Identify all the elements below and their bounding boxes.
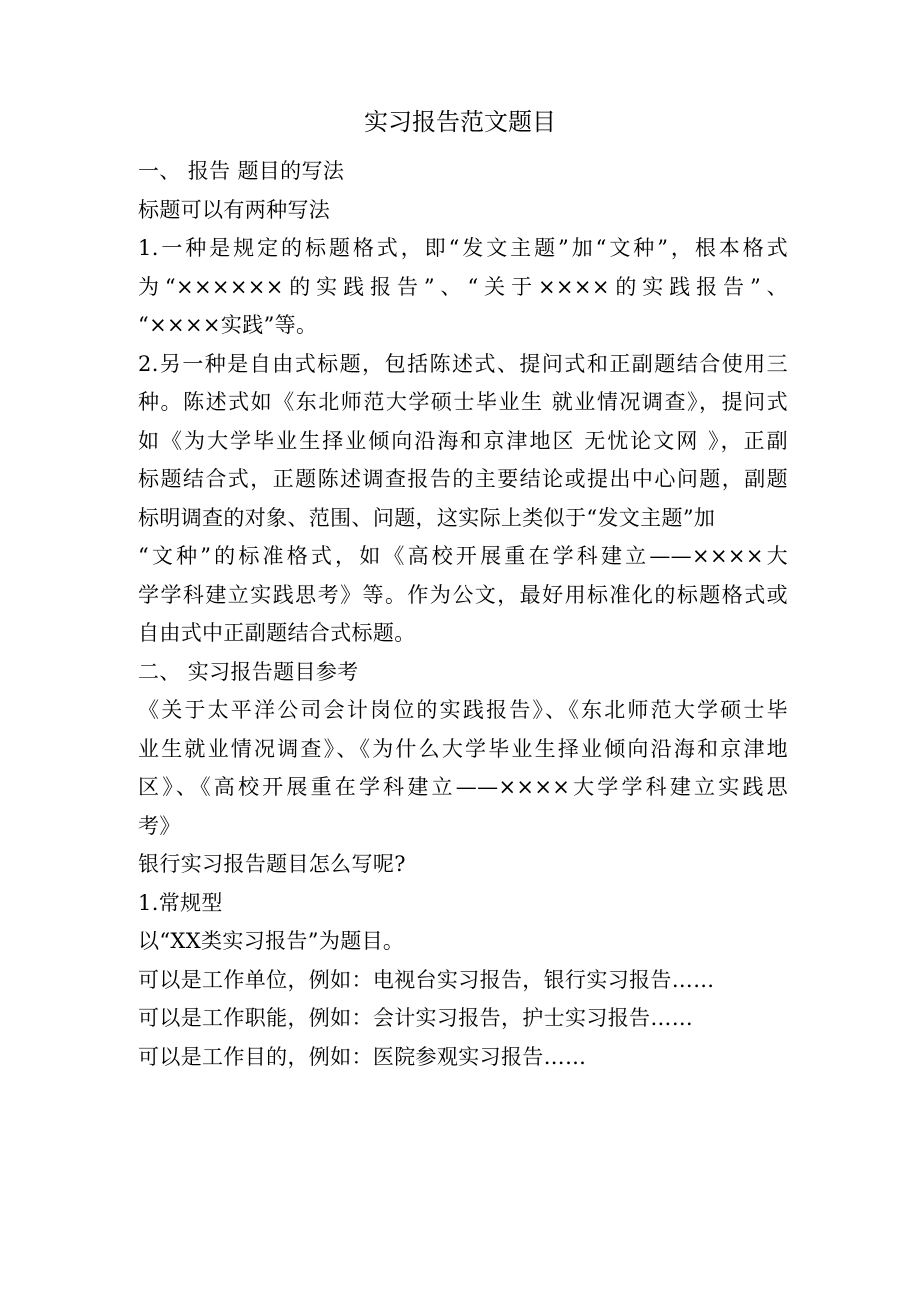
paragraph-line: 可以是工作单位，例如：电视台实习报告，银行实习报告……	[138, 967, 715, 992]
paragraph-line: 标题可以有两种写法	[138, 197, 331, 222]
paragraph-line: 《关于太平洋公司会计岗位的实践报告》、《东北师范大学硕士毕	[138, 698, 788, 722]
paragraph-line: 考》	[138, 813, 181, 838]
paragraph-line: 区》、《高校开展重在学科建立——××××大学学科建立实践思	[138, 775, 788, 799]
paragraph-line: 银行实习报告题目怎么写呢?	[138, 852, 406, 876]
paragraph-line: 如《为大学毕业生择业倾向沿海和京津地区 无忧论文网 》，正副	[138, 428, 788, 453]
paragraph-line: 为“××××××的实践报告”、“关于××××的实践报告”、	[138, 274, 788, 299]
paragraph-line: 可以是工作目的，例如：医院参观实习报告……	[138, 1044, 587, 1069]
section-heading-1: 一、 报告 题目的写法	[138, 159, 345, 183]
section-heading-2: 二、 实习报告题目参考	[138, 659, 359, 684]
paragraph-line: 2.另一种是自由式标题，包括陈述式、提问式和正副题结合使用三	[138, 351, 788, 376]
paragraph-line: 标明调查的对象、范围、问题，这实际上类似于“发文主题”加	[138, 505, 716, 530]
paragraph-line: “文种”的标准格式，如《高校开展重在学科建立——××××大	[138, 544, 788, 568]
paragraph-line: 1.常规型	[138, 890, 223, 915]
paragraph-line: 种。陈述式如《东北师范大学硕士毕业生 就业情况调查》，提问式	[138, 390, 788, 414]
paragraph-line: 业生就业情况调查》、《为什么大学毕业生择业倾向沿海和京津地	[138, 736, 788, 761]
paragraph-line: 标题结合式，正题陈述调查报告的主要结论或提出中心问题，副题	[138, 467, 788, 491]
paragraph-line: 可以是工作职能，例如：会计实习报告，护士实习报告……	[138, 1006, 694, 1030]
document-title: 实习报告范文题目	[364, 108, 556, 136]
paragraph-line: 1.一种是规定的标题格式，即“发文主题”加“文种”，根本格式	[138, 236, 788, 260]
paragraph-line: 自由式中正副题结合式标题。	[138, 621, 416, 645]
paragraph-line: “××××实践”等。	[138, 313, 318, 337]
paragraph-line: 学学科建立实践思考》等。作为公文，最好用标准化的标题格式或	[138, 582, 788, 607]
paragraph-line: 以“XX类实习报告”为题目。	[138, 929, 405, 953]
document-body	[138, 152, 788, 1076]
